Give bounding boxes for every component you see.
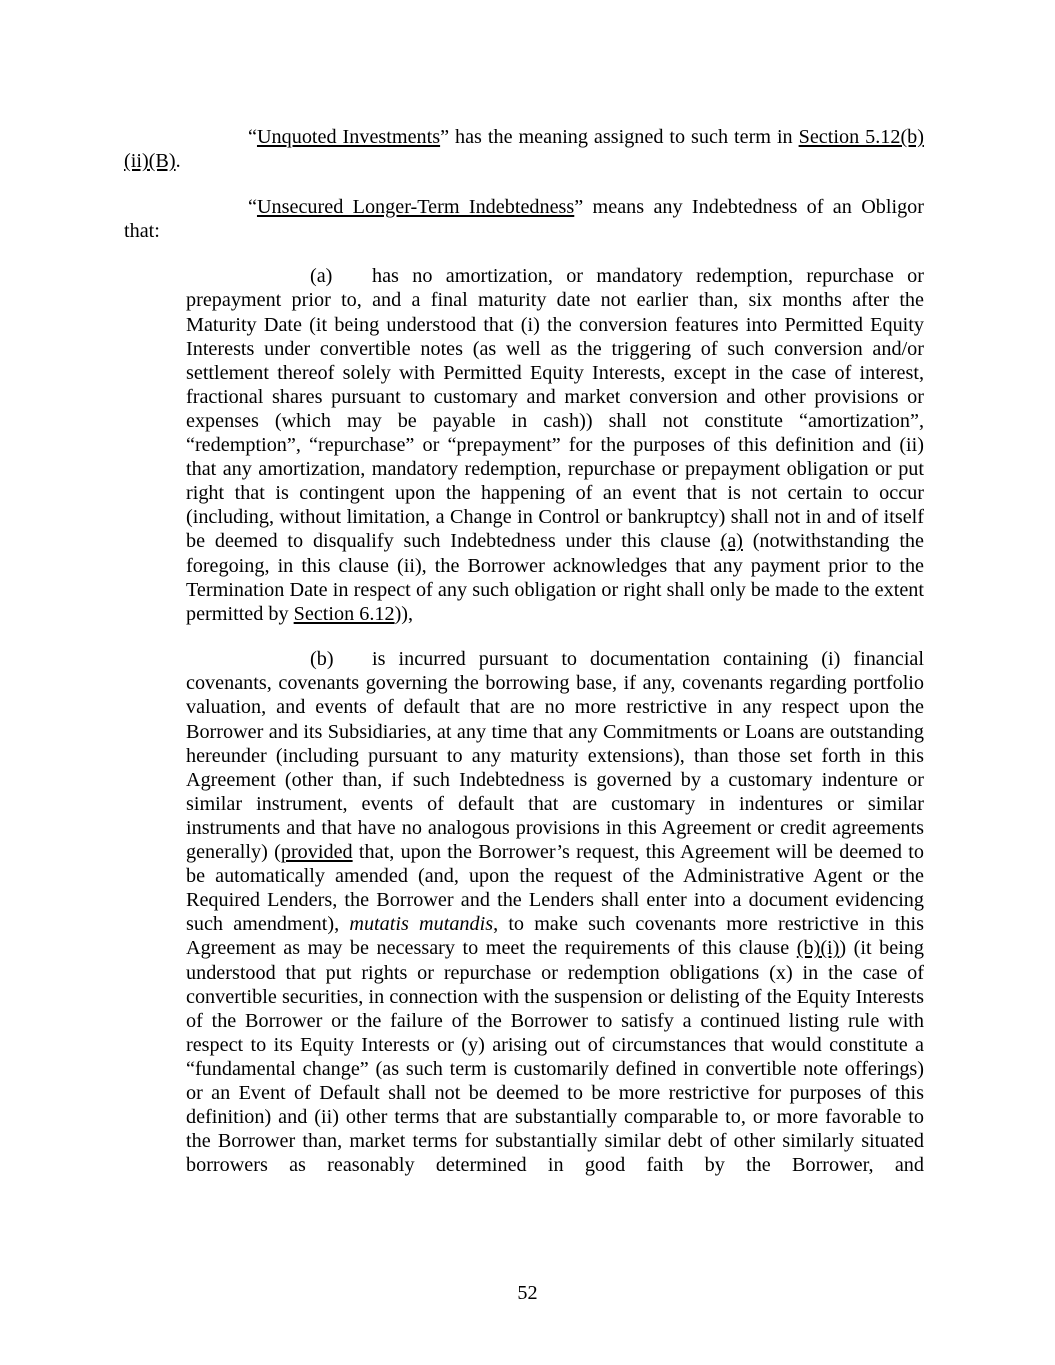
clause-b xyxy=(186,647,924,1177)
text-segment: (notwithstanding the foregoing, in this clause (ii), the Borrower acknowledges that any payment prior to the Termination Date in respect of any such obligation or right shall only be made to the extent permitted by xyxy=(186,530,924,625)
text-segment: that, upon the Borrower’s request, this Agreement will be deemed to be automatically amended (and, upon the request of the Administrative Agent or the Required Lenders, the Borrower and the Lenders shall enter into a document evidencing such amendment), xyxy=(186,841,924,936)
text-segment: , to make such covenants more restrictive in this Agreement as may be necessary to meet the requirements of this clause xyxy=(186,913,924,960)
cross-reference: Section 5.12(b)(ii)(B) xyxy=(124,126,924,173)
cross-reference: (b)(i) xyxy=(796,937,840,960)
cross-reference: Section 6.12 xyxy=(293,602,395,625)
clause-label: (b) xyxy=(310,648,334,671)
cross-reference: Unsecured Longer-Term Indebtedness xyxy=(256,195,575,218)
clause-a xyxy=(186,264,924,625)
text-segment: ) (it being understood that put rights or repurchase or redemption obligations (x) in the case of convertible securities, in connection with the suspension or delisting of the Equity Interests of the Borrower or the failure of the Borrower to satisfy a continued listing rule with respect to its Equity Interests or (y) arising out of circumstances that would constitute a “fundamental change” (as such term is customarily defined in convertible note offerings) or an Event of Default shall not be deemed to be more restrictive for purposes of this definition) and (ii) other terms that are substantially comparable to, or more favorable to the Borrower than, market terms for substantially similar debt of other similarly situated borrowers as reasonably determined in good faith by the Borrower, and xyxy=(186,937,924,1177)
text-segment: “ xyxy=(248,126,257,148)
text-segment: has no amortization, or mandatory redemption, repurchase or prepayment prior to, and a final maturity date not earlier than, six months after the Maturity Date (it being understood that (i) the conversion features into Permitted Equity Interests under convertible notes (as well as the triggering of such conversion and/or settlement thereof solely with Permitted Equity Interests, except in the case of interest, fractional shares pursuant to customary and market conversion and other provisions or expenses (which may be payable in cash)) shall not constitute “amortization”, “redemption”, “repurchase” or “prepayment” for the purposes of this definition and (ii) that any amortization, mandatory redemption, repurchase or prepayment obligation or put right that is contingent upon the happening of an event that is not certain to occur (including, without limitation, a Change in Control or bankruptcy) shall not in and of itself be deemed to disqualify such Indebtedness under this clause xyxy=(186,265,924,553)
definition-unquoted-investments xyxy=(124,125,924,173)
text-segment: “ xyxy=(248,195,257,218)
cross-reference: (a) xyxy=(720,530,743,553)
cross-reference: provided xyxy=(280,841,353,864)
italic-text: mutatis mutandis xyxy=(349,913,494,936)
clause-label: (a) xyxy=(310,265,333,288)
definition-unsecured-longer-term-indebtedness xyxy=(124,195,924,243)
text-segment: ” means any Indebtedness of an Obligor that: xyxy=(124,195,924,242)
page-number: 52 xyxy=(517,1282,538,1304)
text-segment: ” has the meaning assigned to such term in xyxy=(440,126,799,148)
cross-reference: Unquoted Investments xyxy=(256,126,441,148)
document-body xyxy=(124,125,924,1199)
text-segment: )), xyxy=(394,602,414,625)
text-segment: . xyxy=(175,150,181,173)
text-segment: is incurred pursuant to documentation containing (i) financial covenants, covenants governing the borrowing base, if any, covenants regarding portfolio valuation, and events of default that are no more restrictive in any respect upon the Borrower and its Subsidiaries, at any time that any Commitments or Loans are outstanding hereunder (including pursuant to any maturity extensions), than those set forth in this Agreement (other than, if such Indebtedness is governed by a customary indenture or similar instrument, events of default that are customary in indentures or similar instruments and that have no analogous provisions in this Agreement or credit agreements generally) ( xyxy=(186,648,924,864)
